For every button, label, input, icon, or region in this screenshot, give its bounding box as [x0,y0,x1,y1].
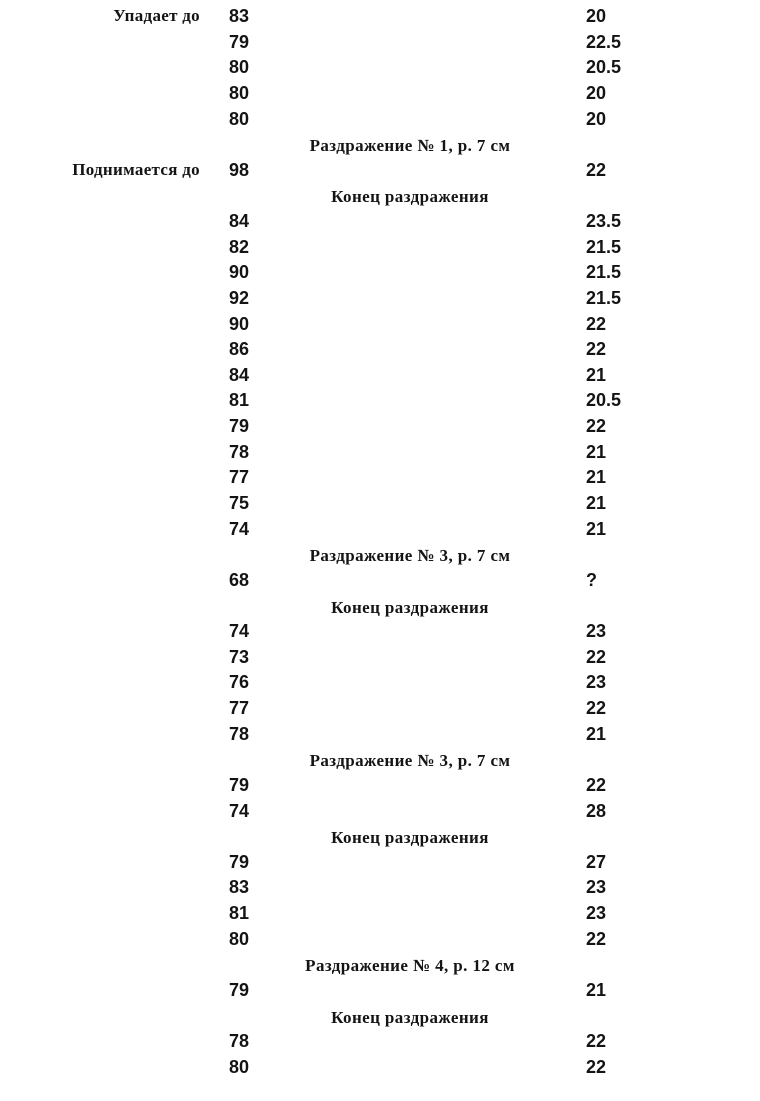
table-row [0,416,760,442]
table-row [0,877,760,903]
respiration-value: 20 [586,6,607,26]
table-row [0,365,760,391]
pulse-value: 77 [229,467,250,488]
table-row [0,237,760,263]
pulse-value: 76 [229,672,250,693]
respiration-value: 28 [586,800,607,821]
pulse-value: 74 [229,518,250,539]
respiration-value: ? [586,569,597,590]
pulse-value: 79 [229,774,250,795]
table-row [0,1057,760,1083]
pulse-value: 73 [229,646,250,667]
respiration-value: 20 [586,82,607,103]
respiration-value: 20.5 [586,57,622,78]
section-heading-row [0,544,760,570]
pulse-value: 78 [229,1031,250,1052]
section-heading: Конец раздражения [331,187,489,207]
respiration-value: 23 [586,672,607,693]
table-row [0,262,760,288]
respiration-value: 21 [586,467,607,488]
pulse-value: 98 [229,159,250,180]
respiration-value: 23.5 [586,211,622,231]
table-row [0,903,760,929]
section-heading: Раздражение № 3, р. 7 см [309,751,511,771]
respiration-value: 21 [586,493,607,513]
pulse-value: 83 [229,877,250,898]
pulse-value: 80 [229,57,250,78]
table-row [0,32,760,58]
pulse-value: 82 [229,236,250,257]
respiration-value: 22 [586,1031,607,1052]
row-label: Поднимается до [72,159,200,179]
respiration-value: 23 [586,621,607,642]
pulse-value: 77 [229,698,250,718]
respiration-value: 22.5 [586,31,622,52]
respiration-value: 21 [586,364,607,385]
respiration-value: 20 [586,108,607,129]
respiration-value: 22 [586,646,607,667]
table-row [0,6,760,32]
table-row [0,314,760,340]
row-label: Упадает до [113,6,200,25]
pulse-value: 90 [229,313,250,334]
respiration-value: 22 [586,774,607,795]
table-row [0,288,760,314]
table-row [0,467,760,493]
table-row [0,211,760,237]
respiration-value: 21 [586,441,607,462]
section-heading-row [0,185,760,211]
table-row [0,672,760,698]
table-row [0,647,760,673]
table-row [0,852,760,878]
pulse-value: 74 [229,800,250,821]
pulse-value: 79 [229,416,250,437]
pulse-value: 74 [229,621,250,642]
respiration-value: 21.5 [586,262,622,283]
table-row [0,980,760,1006]
section-heading: Раздражение № 1, р. 7 см [309,136,511,156]
respiration-value: 22 [586,339,607,360]
pulse-value: 84 [229,211,250,231]
section-heading-row [0,749,760,775]
pulse-value: 75 [229,493,250,513]
table-row [0,519,760,545]
pulse-value: 80 [229,82,250,103]
respiration-value: 21 [586,723,607,744]
section-heading-row [0,596,760,622]
table-row [0,570,760,596]
pulse-value: 79 [229,979,250,1000]
section-heading-row [0,134,760,160]
pulse-value: 86 [229,339,250,360]
pulse-value: 68 [229,569,250,590]
section-heading: Конец раздражения [331,1007,489,1027]
table-row [0,801,760,827]
pulse-value: 78 [229,441,250,462]
section-heading: Раздражение № 4, р. 12 см [305,956,515,976]
table-row [0,775,760,801]
table-row [0,390,760,416]
table-row [0,493,760,519]
table-row [0,929,760,955]
respiration-value: 22 [586,698,607,718]
respiration-value: 20.5 [586,390,622,411]
respiration-value: 21.5 [586,236,622,257]
pulse-value: 79 [229,31,250,52]
pulse-value: 80 [229,928,250,949]
table-row [0,724,760,750]
pulse-value: 80 [229,1056,250,1077]
table-row [0,160,760,186]
pulse-value: 81 [229,390,250,411]
respiration-value: 21 [586,518,607,539]
pulse-value: 79 [229,851,250,872]
table-row [0,339,760,365]
section-heading-row [0,954,760,980]
respiration-value: 27 [586,851,607,872]
pulse-value: 81 [229,903,250,923]
table-row [0,698,760,724]
respiration-value: 22 [586,313,607,334]
section-heading: Раздражение № 3, р. 7 см [309,546,511,566]
pulse-value: 90 [229,262,250,283]
respiration-value: 22 [586,928,607,949]
respiration-value: 21.5 [586,287,622,308]
table-row [0,621,760,647]
table-row [0,442,760,468]
respiration-value: 22 [586,1056,607,1077]
pulse-value: 83 [229,6,250,26]
table-row [0,1031,760,1057]
respiration-value: 21 [586,979,607,1000]
section-heading-row [0,826,760,852]
section-heading: Конец раздражения [331,828,489,848]
pulse-value: 80 [229,108,250,129]
table-row [0,57,760,83]
pulse-value: 84 [229,364,250,385]
pulse-value: 78 [229,723,250,744]
pulse-value: 92 [229,287,250,308]
section-heading: Конец раздражения [331,597,489,617]
respiration-value: 23 [586,877,607,898]
respiration-value: 22 [586,159,607,180]
table-row [0,83,760,109]
respiration-value: 22 [586,416,607,437]
table-row [0,109,760,135]
respiration-value: 23 [586,903,607,923]
section-heading-row [0,1006,760,1032]
